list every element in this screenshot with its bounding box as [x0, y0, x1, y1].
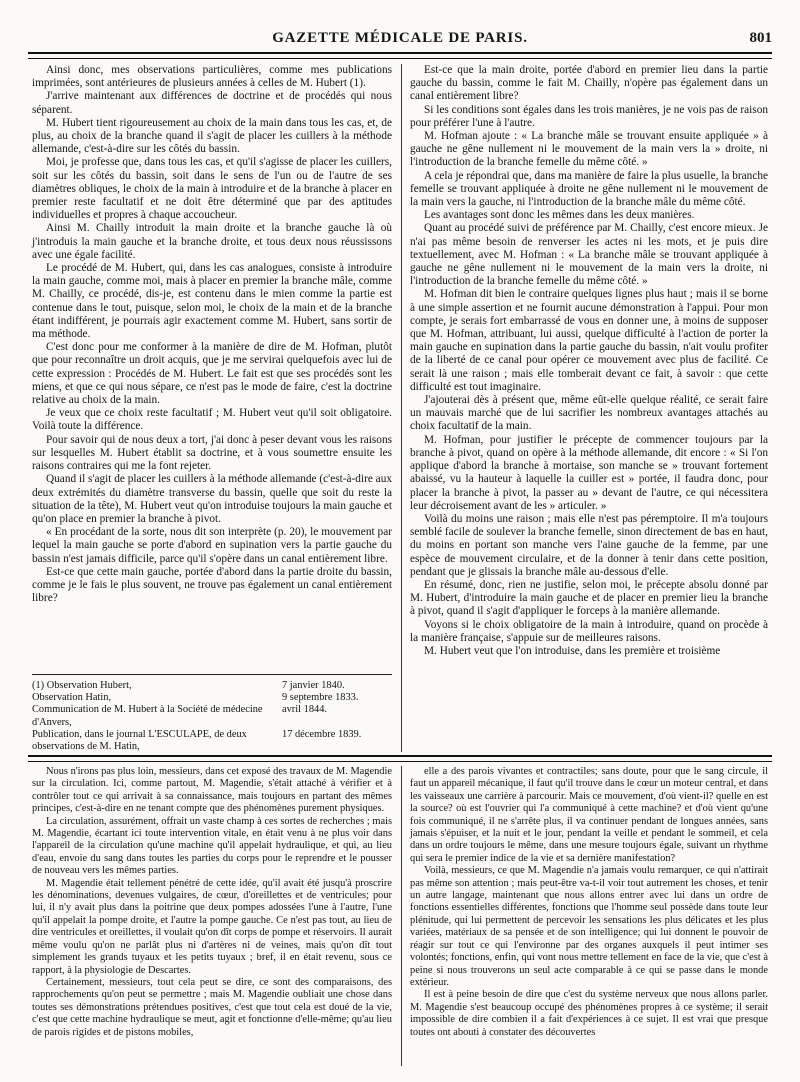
paragraph: Ainsi M. Chailly introduit la main droite et la branche gauche là où j'introduis la main gauche et la branche droite, et tous deux nous réussissons avec une égale facilité. [32, 222, 392, 261]
right-column [410, 64, 768, 658]
footnote-row [32, 704, 392, 728]
paragraph: Voilà du moins une raison ; mais elle n'est pas péremptoire. Il m'a toujours semblé facile de soulever la branche femelle, sinon directement de bas en haut, du moins en portant son manche vers l'aine gauche de la femme, par une espèce de mouvement circulaire, et de la donner à tenir dans cette position, pendant que je glissais la branche mâle au-dessous d'elle. [410, 512, 768, 578]
paragraph: Voyons si le choix obligatoire de la main à introduire, quand on procède à la manière française, s'appuie sur de meilleures raisons. [410, 618, 768, 644]
column-divider [401, 766, 402, 1066]
paragraph: Je veux que ce choix reste facultatif ; M. Hubert veut qu'il soit obligatoire. Voilà toute la différence. [32, 407, 392, 433]
paragraph: Est-ce que cette main gauche, portée d'abord dans la partie droite du bassin, comme je le fais le plus souvent, ne trouve pas également un canal entièrement libre? [32, 565, 392, 605]
footnote-date: 7 janvier 1840. [282, 680, 345, 691]
footnote-row [32, 729, 392, 753]
paragraph: elle a des parois vivantes et contractiles; sans doute, pour que le sang circule, il faut un appareil mécanique, il faut qu'il trouve dans le cœur un moteur central, et dans les vaisseaux une carrière à parcourir. Mais ce mouvement, d'où vient-il? quelle en est la source? où est l'ouvrier qui l'a communiqué à cette machine? et d'où vient qu'une fois communiqué, il ne s'arrête plus, il va continuer pendant de longues années, sans jamais s'épuiser, et la nuit et le jour, pendant la veille et pendant le sommeil, et cela dans un ordre toujours le même, dans une mesure toujours égale, suivant un rhythme qui sera le premier indice de la vie et sa dernière manifestation? [410, 766, 768, 864]
paragraph: C'est donc pour me conformer à la manière de dire de M. Hofman, plutôt que pour reconnaître un droit acquis, que je me servirai quelquefois avec lui de cette expression : Procédés de M. Hubert. Le fait est que ses procédés sont les miens, et que ce qui nous sépare, ce n'est pas le mode de faire, c'est la doctrine relative au choix de la main. [32, 341, 392, 407]
paragraph: M. Hofman ajoute : « La branche mâle se trouvant ensuite appliquée » à gauche ne gêne nullement ni le mouvement de la main vers la » droite, ni l'introduction de la branche femelle du même côté. » [410, 130, 768, 169]
page-number: 801 [749, 30, 772, 46]
footnotes [32, 680, 392, 753]
footnote-row [32, 680, 392, 692]
section-separator [28, 755, 772, 762]
journal-title: GAZETTE MÉDICALE DE PARIS. [272, 29, 528, 46]
paragraph: Voilà, messieurs, ce que M. Magendie n'a jamais voulu remarquer, ce qui n'attirait pas même son attention ; mais peut-être va-t-il voir tout autrement les choses, et tenir un autre langage, maintenant que nous allons entrer avec lui dans un ordre de fonctions essentielles différentes, fonctions que l'homme seul possède dans toute leur plénitude, qui lui permettent de percevoir les sensations les plus délicates et les plus variées, matériaux de sa pensée et de son intelligence; qui lui donnent le pouvoir de réagir sur tout ce qui l'environne par des organes auxquels il peut intimer ses volontés; fonctions, enfin, qui vont nous mettre tellement en face de la vie, que c'est à peine si nous trouverons un seul acte comparable à ce qui se passe dans le monde extérieur. [410, 865, 768, 988]
paragraph: Le procédé de M. Hubert, qui, dans les cas analogues, consiste à introduire la main gauche, comme moi, mais à placer en premier la branche mâle, comme M. Chailly, ce procédé, dis-je, est contenu dans le mien comme la partie est contenue dans le tout, puisque, selon moi, le choix de la main et de la branche étant indifférent, je pourrais agir exactement comme M. Hubert, sans sortir de ma méthode. [32, 262, 392, 341]
left-column [32, 64, 392, 605]
paragraph: Est-ce que la main droite, portée d'abord en premier lieu dans la partie gauche du bassin, comme le fait M. Chailly, n'opère pas également dans un canal entièrement libre? [410, 64, 768, 103]
paragraph: En résumé, donc, rien ne justifie, selon moi, le précepte absolu donné par M. Hubert, d'introduire la main gauche et de placer en premier lieu la branche à pivot, quand il s'agit d'appliquer le forceps à la manière allemande. [410, 578, 768, 618]
paragraph: M. Hofman, pour justifier le précepte de commencer toujours par la branche à pivot, quand on opère à la méthode allemande, dit encore : « Si l'on applique d'abord la branche à mortaise, son manche se » trouvant fortement abaissé, vu la hauteur à laquelle la cuiller est » portée, il faudra donc, pour placer la branche à pivot, la passer au » devant de l'autre, ce qui nécessitera leur décroisement avant de les » articuler. » [410, 433, 768, 512]
footnote-date: avril 1844. [282, 704, 328, 716]
paragraph: Si les conditions sont égales dans les trois manières, je ne vois pas de raison pour préférer l'une à l'autre. [410, 103, 768, 129]
footnote-text: Communication de M. Hubert à la Société de médecine d'Anvers, [32, 704, 263, 728]
footnote-date: 9 septembre 1833. [282, 692, 359, 704]
paragraph: Ainsi donc, mes observations particulières, comme mes publications imprimées, sont antérieures de plusieurs années à celles de M. Hubert (1). [32, 64, 392, 90]
feuilleton-right-column [410, 766, 768, 1039]
paragraph: La circulation, assurément, offrait un vaste champ à ces sortes de recherches ; mais M. Magendie, écartant ici toute intervention vitale, en était venu à ne plus voir dans l'appareil de la circulation qu'une machine qu'il appelait hydraulique, et qui, au lieu d'eau, envoie du sang dans toutes les parties du corps pour le reprendre et le pousser de nouveau vers les mêmes parties. [32, 815, 392, 877]
paragraph: « En procédant de la sorte, nous dit son interprète (p. 20), le mouvement par lequel la main gauche se porte d'abord en supination vers la partie gauche du bassin n'est jamais difficile, parce qu'il s'opère dans un canal entièrement libre. [32, 526, 392, 565]
paragraph: A cela je répondrai que, dans ma manière de faire la plus usuelle, la branche femelle se trouvant appliquée à droite ne gêne nullement ni le mouvement de la main vers la gauche, ni l'introduction de la branche mâle du même côté. [410, 169, 768, 209]
paragraph: Moi, je professe que, dans tous les cas, et qu'il s'agisse de placer les cuillers, soit sur les côtés du bassin, soit dans le sens de l'un ou de l'autre de ses diamètres obliques, le choix de la main à introduire et de la branche à placer en premier reste facultatif et ne doit être déterminé que par des aptitudes individuelles et propres à chaque accoucheur. [32, 156, 392, 222]
paragraph: M. Hubert tient rigoureusement au choix de la main dans tous les cas, et, de plus, au choix de la branche quand il s'agit de placer les cuillers à la méthode allemande, c'est-à-dire sur les côtés du bassin. [32, 116, 392, 156]
footnote-row [32, 692, 392, 704]
paragraph: M. Magendie était tellement pénétré de cette idée, qu'il avait été jusqu'à proscrire les dénominations, devenues vulgaires, de cœur, d'oreillettes et de ventricules; pour lui, il n'y avait plus dans la poitrine que deux pompes adossées l'une à l'autre, l'une qu'il appelait la pompe droite, et l'autre la pompe gauche. Ce n'est pas tout, au lieu de dire ventricules et oreillettes, il voulait qu'on dît corps de pompe et réservoirs. Il aurait même voulu qu'on ne parlât plus ni d'artères ni de veines, mais qu'on dît tout simplement les grands tuyaux et les petits tuyaux ; bref, il en était revenu, sous ce rapport, à la physiologie de Descartes. [32, 877, 392, 976]
paragraph: J'ajouterai dès à présent que, même eût-elle quelque réalité, ce serait faire un mauvais marché que de lui sacrifier les nombreux avantages attachés au choix facultatif de la main. [410, 394, 768, 433]
column-divider [401, 64, 402, 752]
footnote-rule [32, 674, 392, 675]
paragraph: Nous n'irons pas plus loin, messieurs, dans cet exposé des travaux de M. Magendie sur la circulation. Ici, comme partout, M. Magendie, s'était attaché à vérifier et à contrôler tout ce qui arrivait à sa connaissance, mais toujours en partant des mêmes principes, c'est-à-dire en ne tenant compte que des phénomènes purement physiques. [32, 766, 392, 815]
page-header [28, 26, 772, 50]
paragraph: Quant au procédé suivi de préférence par M. Chailly, c'est encore mieux. Je n'ai pas même besoin de renverser les actes ni les mots, et je puis dire textuellement, avec M. Hofman : « La branche mâle se trouvant appliquée à gauche ne gêne nullement ni le mouvement de la main vers la droite, ni l'introduction de la branche femelle du même côté. » [410, 222, 768, 288]
paragraph: M. Hubert veut que l'on introduise, dans les première et troisième [424, 644, 721, 657]
paragraph: Certainement, messieurs, tout cela peut se dire, ce sont des comparaisons, des rapprochements qu'on peut se permettre ; mais M. Magendie oubliait une chose dans toutes ses démonstrations prétendues positives, c'est que tout cela est doué de la vie, c'est que cette machine hydraulique se meut, agit et fonctionne d'elle-même; qu'au lieu de parois rigides et de pistons mobiles, [32, 976, 392, 1038]
paragraph: M. Hofman dit bien le contraire quelques lignes plus haut ; mais il se borne à une simple assertion et ne fournit aucune démonstration à l'appui. Pour mon compte, je serais fort embarrassé de vous en donner une, à moins de supposer que M. Hofman, attribuant, lui aussi, quelque difficulté à l'action de porter la main gauche en supination dans la partie gauche du bassin, n'ait voulu profiter de la liberté de ce canal pour opérer ce mouvement avec plus de facilité. Ce serait là une raison ; mais elle tomberait devant ce fait, à savoir : que cette difficulté est tout imaginaire. [410, 288, 768, 393]
paragraph: Pour savoir qui de nous deux a tort, j'ai donc à peser devant vous les raisons sur lesquelles M. Hubert établit sa doctrine, et à vous soumettre ensuite les raisons contraires qui me la font rejeter. [32, 433, 392, 473]
footnote-text: Publication, dans le journal L'ESCULAPE, de deux observations de M. Hatin, [32, 728, 247, 753]
header-rule [28, 52, 772, 59]
footnote-text: Observation Hatin, [32, 692, 112, 704]
paragraph: Quand il s'agit de placer les cuillers à la méthode allemande (c'est-à-dire aux deux extrémités du diamètre transverse du bassin, quelle que soit du reste la situation de la tête), M. Hubert veut qu'on introduise toujours la main gauche et qu'on place en premier la branche à pivot. [32, 473, 392, 525]
feuilleton-left-column [32, 766, 392, 1039]
footnote-date: 17 décembre 1839. [282, 728, 362, 740]
paragraph: Il est à peine besoin de dire que c'est du système nerveux que nous allons parler. M. Magendie s'est beaucoup occupé des phénomènes propres à ce système; il serait impossible de dire combien il a fait d'expériences à ce sujet. Il est vrai que presque toutes ont abouti à constater des découvertes [410, 989, 768, 1038]
paragraph: J'arrive maintenant aux différences de doctrine et de procédés qui nous séparent. [32, 90, 392, 116]
paragraph: Les avantages sont donc les mêmes dans les deux manières. [424, 209, 695, 222]
footnote-text: (1) Observation Hubert, [32, 680, 132, 691]
